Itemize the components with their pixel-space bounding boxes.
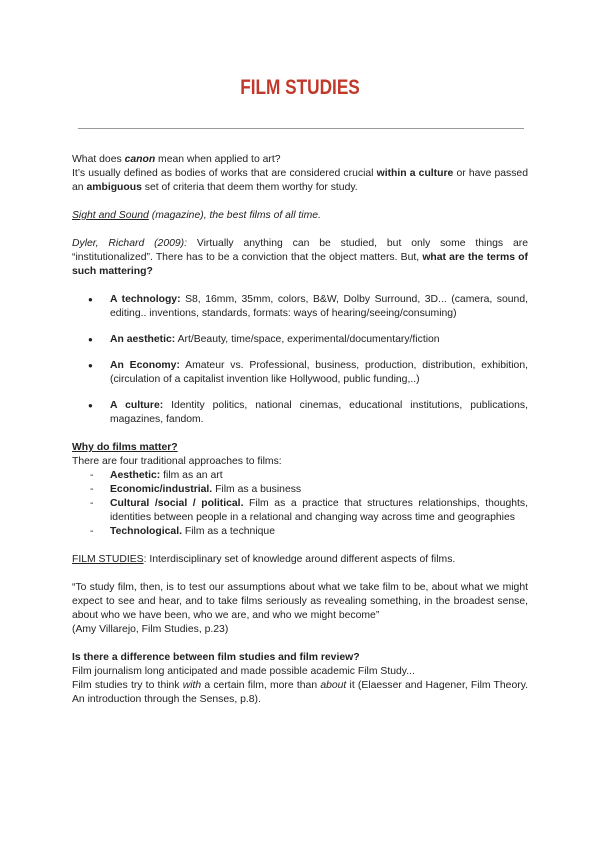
canon-def-part-1: It’s usually defined as bodies of works that are considered crucial	[72, 168, 377, 179]
term-text: Art/Beauty, time/space, experimental/documentary/fiction	[175, 334, 440, 345]
approach-label: Aesthetic:	[110, 470, 161, 481]
sight-and-sound-line	[72, 209, 528, 223]
approach-label: Cultural /social / political.	[110, 498, 244, 509]
review-line-1: Film journalism long anticipated and made possible academic Film Study...	[72, 666, 415, 677]
term-text: Identity politics, national cinemas, educational institutions, publications, magazines, fandom.	[110, 400, 529, 425]
dyer-bold-question: what are the terms of such mattering?	[72, 252, 528, 277]
canon-def-part-3: set of criteria that deem them worthy for study.	[141, 182, 358, 193]
approaches-list	[72, 469, 528, 539]
sight-and-sound-magazine: Sight and Sound	[72, 210, 149, 221]
dyer-citation: Dyler, Richard (2009):	[72, 238, 187, 249]
canon-def-part-2: or have passed an	[72, 168, 528, 193]
title-divider	[78, 128, 524, 129]
four-approaches-intro: There are four traditional approaches to films:	[72, 456, 282, 467]
term-technology	[72, 293, 528, 321]
approach-economic	[72, 483, 528, 497]
canon-term: canon	[124, 154, 156, 165]
approach-text: Film as a practice that structures relationships, thoughts, identities between people in a relational and changing way across time and geographies	[110, 498, 528, 523]
review-heading: Is there a difference between film studies and film review?	[72, 652, 360, 663]
review-line-2	[72, 679, 528, 707]
approach-text: Film as a business	[212, 484, 302, 495]
canon-definition	[72, 167, 528, 195]
film-studies-term: FILM STUDIES	[72, 554, 144, 565]
review-l2-part-a: Film studies try to think	[72, 680, 183, 691]
canon-question-pre: What does	[72, 154, 125, 165]
villarejo-source: (Amy Villarejo, Film Studies, p.23)	[72, 624, 229, 635]
villarejo-quote: “To study film, then, is to test our assumptions about what we take film to be, about what we might expect to see and hear, and to take films seriously as revealing something, in the broadest sense, about who we have been, who we are, and who we might become”	[72, 582, 528, 621]
term-label: A technology:	[110, 294, 181, 305]
film-studies-def-text: : Interdisciplinary set of knowledge around different aspects of films.	[143, 554, 456, 565]
why-films-matter-heading: Why do films matter?	[72, 442, 178, 453]
terms-of-mattering-list	[72, 293, 528, 427]
dyer-paragraph	[72, 237, 528, 279]
canon-question-post: mean when applied to art?	[155, 154, 281, 165]
term-label: A culture:	[110, 400, 164, 411]
canon-def-bold-2: ambiguous	[86, 182, 142, 193]
film-studies-definition	[72, 553, 528, 567]
page-title: FILM STUDIES	[240, 76, 360, 99]
dyer-text: Virtually anything can be studied, but only some things are “institutionalized”. There has to be a conviction that the object matters. But,	[72, 238, 528, 263]
review-about: about	[320, 680, 347, 691]
canon-question	[72, 153, 528, 167]
term-label: An Economy:	[110, 360, 180, 371]
approach-text: Film as a technique	[181, 526, 275, 537]
review-l2-part-b: a certain film, more than	[201, 680, 321, 691]
approach-cultural	[72, 497, 528, 525]
document-body	[72, 153, 528, 707]
review-l2-part-c: it (Elaesser and Hagener, Film Theory. An introduction through the Senses, p.8).	[72, 680, 529, 705]
term-text: Amateur vs. Professional, business, production, distribution, exhibition, (circulation of a capitalist invention like Hollywood, public funding,..)	[110, 360, 529, 385]
term-text: S8, 16mm, 35mm, colors, B&W, Dolby Surround, 3D... (camera, sound, editing.. inventions, standards, formats: ways of hearing/seeing/consuming)	[110, 294, 528, 319]
term-culture	[72, 399, 528, 427]
approach-text: film as an art	[160, 470, 223, 481]
term-economy	[72, 359, 528, 387]
review-with: with	[182, 680, 202, 691]
canon-def-bold-1: within a culture	[376, 168, 454, 179]
approach-label: Economic/industrial.	[110, 484, 213, 495]
approach-technological	[72, 525, 528, 539]
approach-aesthetic	[72, 469, 528, 483]
term-label: An aesthetic:	[110, 334, 176, 345]
term-aesthetic	[72, 333, 528, 347]
sight-and-sound-rest: (magazine), the best films of all time.	[148, 210, 321, 221]
approach-label: Technological.	[110, 526, 182, 537]
